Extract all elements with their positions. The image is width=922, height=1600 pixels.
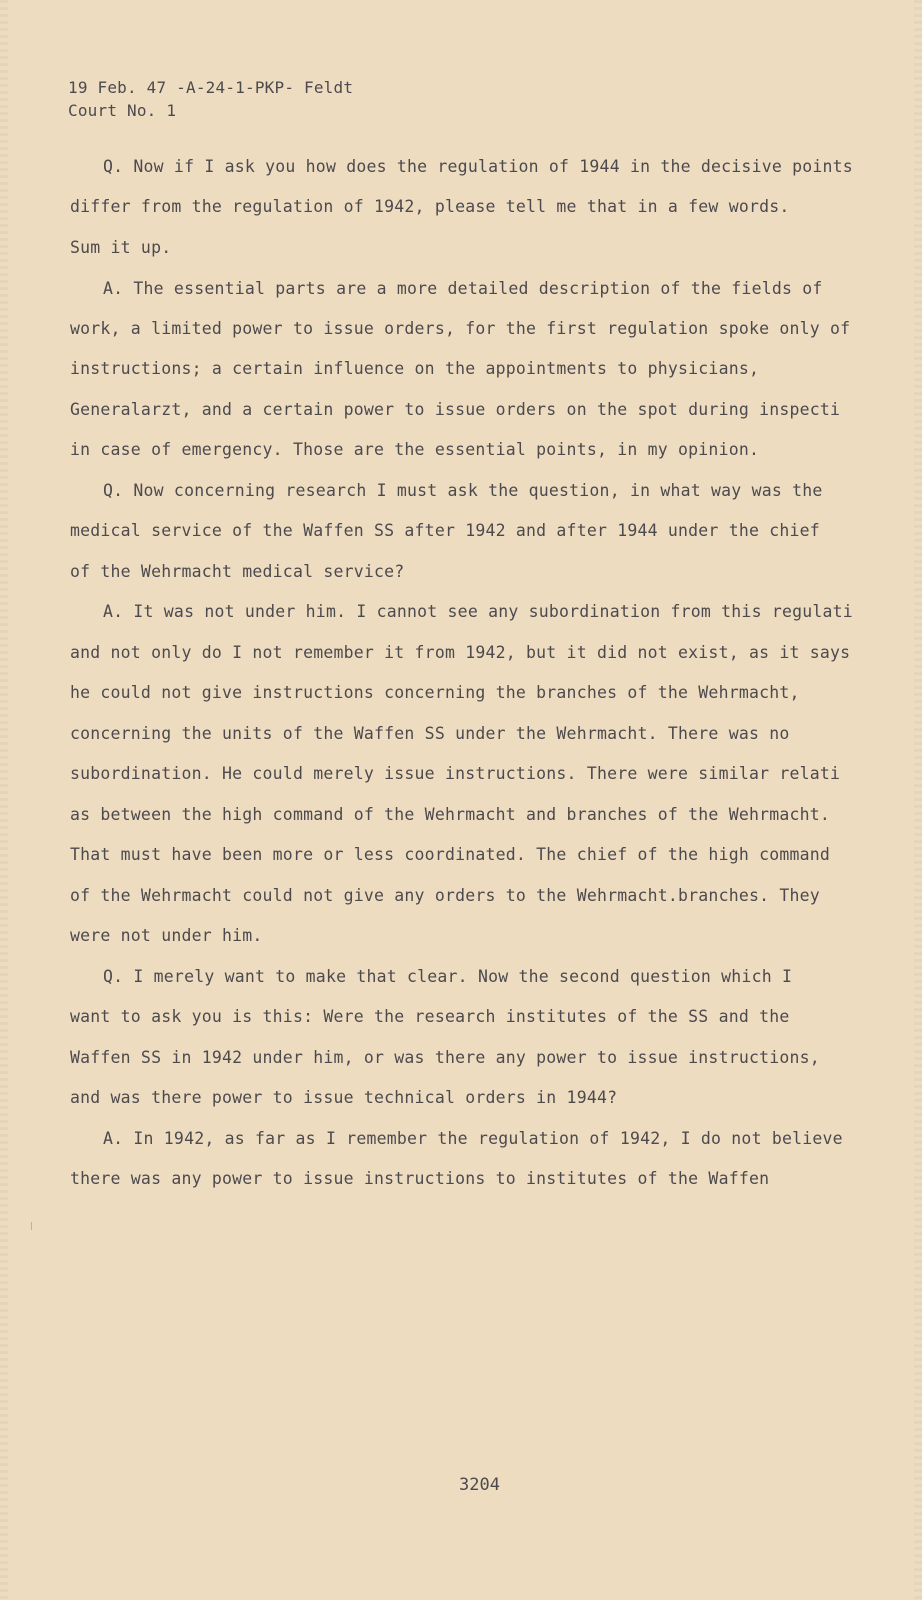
- text-line: Waffen SS in 1942 under him, or was there any power to issue instructions,: [70, 1048, 820, 1067]
- margin-mark: [31, 1222, 32, 1230]
- text-line: differ from the regulation of 1942, please tell me that in a few words.: [70, 197, 790, 216]
- text-line: work, a limited power to issue orders, for the first regulation spoke only of: [70, 319, 851, 338]
- text-line: of the Wehrmacht could not give any orders to the Wehrmacht.branches. They: [70, 886, 820, 905]
- text-line: That must have been more or less coordinated. The chief of the high command: [70, 845, 831, 864]
- text-line: of the Wehrmacht medical service?: [70, 562, 405, 581]
- text-line: in case of emergency. Those are the essential points, in my opinion.: [70, 440, 760, 459]
- text-line: Q. Now if I ask you how does the regulation of 1944 in the decisive points: [103, 157, 853, 176]
- text-line: A. It was not under him. I cannot see any subordination from this regulati: [103, 602, 853, 621]
- text-line: Q. Now concerning research I must ask the question, in what way was the: [103, 481, 823, 500]
- page-number: 3204: [459, 1475, 500, 1495]
- text-line: instructions; a certain influence on the appointments to physicians,: [70, 359, 760, 378]
- text-line: Sum it up.: [70, 238, 172, 257]
- header-reference: 19 Feb. 47 -A-24-1-PKP- Feldt: [68, 78, 354, 97]
- text-line: concerning the units of the Waffen SS under the Wehrmacht. There was no: [70, 724, 790, 743]
- text-line: subordination. He could merely issue instructions. There were similar relati: [70, 764, 841, 783]
- text-line: want to ask you is this: Were the research institutes of the SS and the: [70, 1007, 790, 1026]
- text-line: and not only do I not remember it from 1942, but it did not exist, as it says: [70, 643, 851, 662]
- text-line: medical service of the Waffen SS after 1942 and after 1944 under the chief: [70, 521, 820, 540]
- text-line: A. The essential parts are a more detailed description of the fields of: [103, 279, 823, 298]
- left-edge-perforation: [0, 0, 8, 1600]
- document-header: [68, 76, 353, 122]
- text-line: Generalarzt, and a certain power to issue orders on the spot during inspecti: [70, 400, 841, 419]
- text-line: as between the high command of the Wehrmacht and branches of the Wehrmacht.: [70, 805, 831, 824]
- text-line: he could not give instructions concerning the branches of the Wehrmacht,: [70, 683, 800, 702]
- text-line: and was there power to issue technical orders in 1944?: [70, 1088, 618, 1107]
- text-line: Q. I merely want to make that clear. Now the second question which I: [103, 967, 793, 986]
- right-edge-perforation: [914, 0, 922, 1600]
- text-line: were not under him.: [70, 926, 263, 945]
- text-line: there was any power to issue instructions to institutes of the Waffen: [70, 1169, 770, 1188]
- header-court: Court No. 1: [68, 101, 177, 120]
- text-line: A. In 1942, as far as I remember the regulation of 1942, I do not believe: [103, 1129, 843, 1148]
